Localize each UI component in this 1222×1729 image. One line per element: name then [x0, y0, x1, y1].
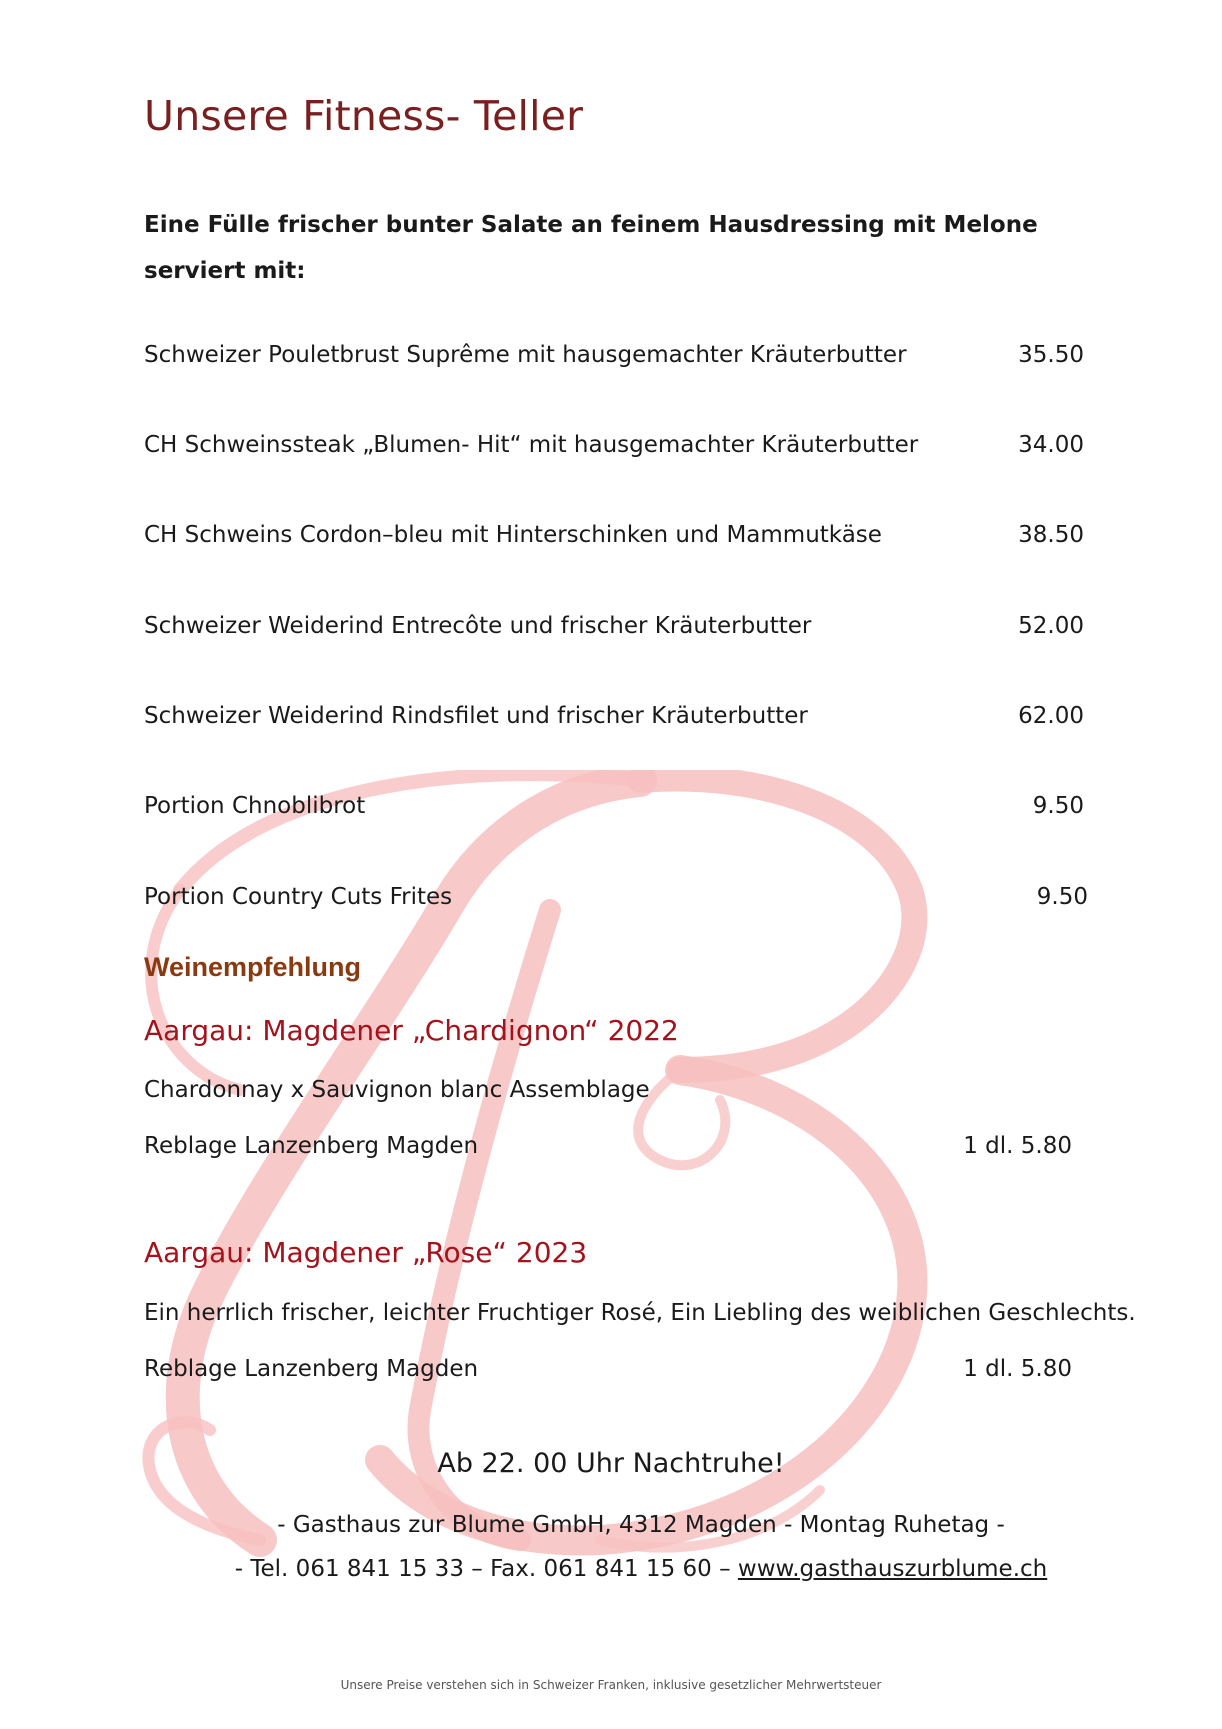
wine-description: Ein herrlich frischer, leichter Fruchtiger Rosé, Ein Liebling des weiblichen Geschlechts.: [144, 1300, 1136, 1326]
menu-item-name: CH Schweins Cordon–bleu mit Hinterschinken und Mammutkäse: [144, 522, 882, 548]
contact-line: [30, 1556, 1222, 1582]
menu-item-price: 9.50: [1036, 884, 1088, 910]
page-title: Unsere Fitness- Teller: [144, 92, 584, 140]
wine-origin-row: [144, 1126, 1072, 1166]
menu-item: [144, 425, 1084, 465]
menu-item-name: CH Schweinssteak „Blumen- Hit“ mit hausgemachter Kräuterbutter: [144, 432, 919, 458]
menu-item-name: Portion Chnoblibrot: [144, 793, 366, 819]
menu-item-name: Schweizer Pouletbrust Suprême mit hausgemachter Kräuterbutter: [144, 342, 907, 368]
menu-item: [144, 335, 1084, 375]
menu-item: [144, 515, 1084, 555]
wine-origin: Reblage Lanzenberg Magden: [144, 1133, 479, 1159]
wine-origin: Reblage Lanzenberg Magden: [144, 1356, 479, 1382]
wine-section-heading: Weinempfehlung: [144, 952, 362, 982]
company-line: - Gasthaus zur Blume GmbH, 4312 Magden - Montag Ruhetag -: [277, 1512, 1005, 1538]
website-link[interactable]: www.gasthauszurblume.ch: [737, 1556, 1048, 1582]
price-note: Unsere Preise verstehen sich in Schweizer Franken, inklusive gesetzlicher Mehrwertsteuer: [340, 1678, 882, 1692]
menu-item: [144, 606, 1084, 646]
intro-line-1: Eine Fülle frischer bunter Salate an feinem Hausdressing mit Melone: [144, 212, 1038, 238]
wine-price: 1 dl. 5.80: [963, 1356, 1072, 1382]
menu-item-price: 52.00: [1018, 613, 1084, 639]
menu-item: [144, 786, 1084, 826]
menu-item-name: Portion Country Cuts Frites: [144, 884, 453, 910]
wine-title: Aargau: Magdener „Rose“ 2023: [144, 1236, 588, 1269]
menu-item: [144, 877, 1088, 917]
menu-item-price: 62.00: [1018, 703, 1084, 729]
menu-item: [144, 696, 1084, 736]
wine-origin-row: [144, 1349, 1072, 1389]
contact-details: - Tel. 061 841 15 33 – Fax. 061 841 15 60 –: [234, 1556, 738, 1582]
menu-item-price: 38.50: [1018, 522, 1084, 548]
wine-price: 1 dl. 5.80: [963, 1133, 1072, 1159]
menu-item-price: 9.50: [1032, 793, 1084, 819]
intro-line-2: serviert mit:: [144, 258, 306, 284]
intro-text: [144, 202, 1044, 294]
menu-item-price: 34.00: [1018, 432, 1084, 458]
night-rest-notice: Ab 22. 00 Uhr Nachtruhe!: [437, 1448, 785, 1479]
wine-description: Chardonnay x Sauvignon blanc Assemblage: [144, 1077, 650, 1103]
menu-item-name: Schweizer Weiderind Entrecôte und frischer Kräuterbutter: [144, 613, 812, 639]
menu-item-name: Schweizer Weiderind Rindsfilet und frischer Kräuterbutter: [144, 703, 808, 729]
menu-item-price: 35.50: [1018, 342, 1084, 368]
wine-title: Aargau: Magdener „Chardignon“ 2022: [144, 1014, 679, 1047]
